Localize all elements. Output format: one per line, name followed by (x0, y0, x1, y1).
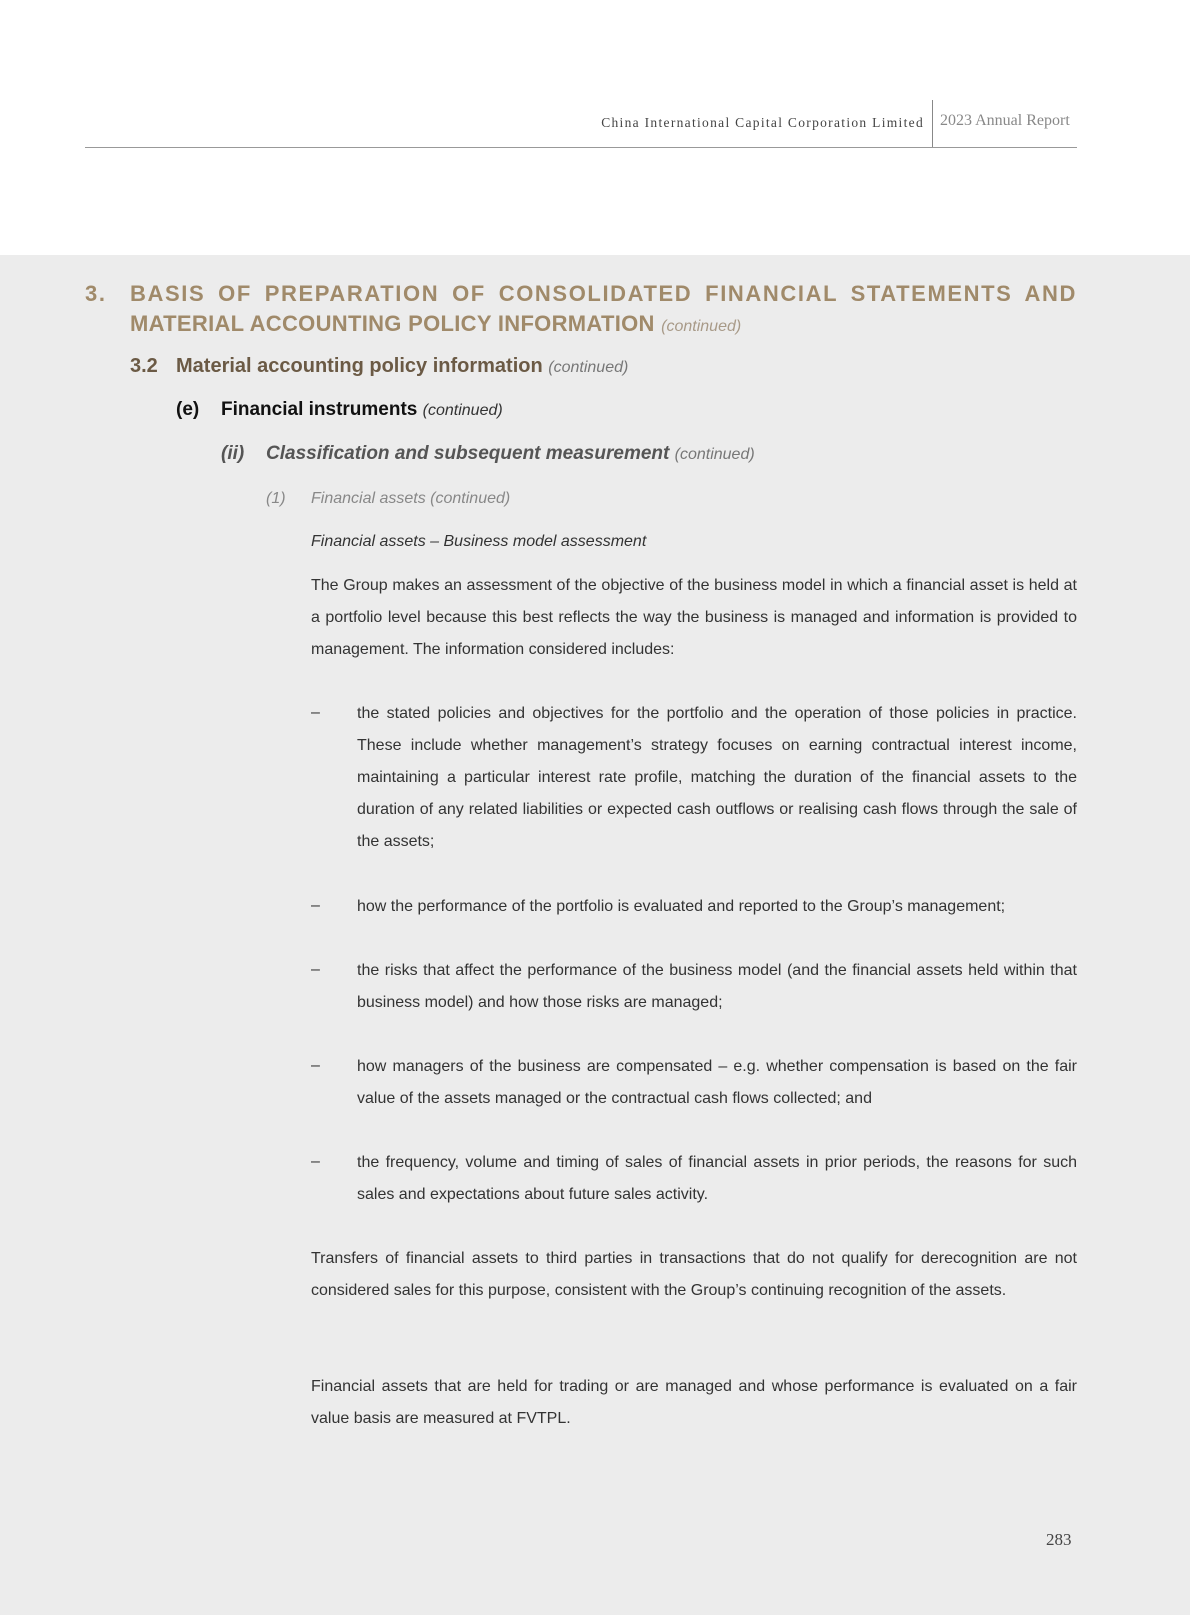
page-number: 283 (1046, 1530, 1072, 1549)
subitem-title (266, 443, 755, 465)
item-title-text: Financial instruments (221, 399, 418, 420)
bullet-marker: – (311, 961, 320, 978)
subsection-title-text: Material accounting policy information (176, 355, 543, 377)
bullet-text: the risks that affect the performance of the business model (and the financial assets held within that business model) and how those risks are managed; (357, 962, 1077, 1011)
header-divider (932, 100, 933, 147)
section-title-text: MATERIAL ACCOUNTING POLICY INFORMATION (130, 311, 655, 336)
item-number: (e) (176, 399, 200, 420)
subheading: Financial assets – Business model assessment (311, 533, 647, 550)
bullet-text: how the performance of the portfolio is evaluated and reported to the Group’s management; (357, 898, 1006, 915)
subitem-title-text: Classification and subsequent measurement (266, 443, 670, 464)
header-company: China International Capital Corporation Limited (601, 115, 924, 130)
subsection-title (176, 355, 628, 378)
bullet-marker: – (311, 704, 320, 721)
header-report-title: 2023 Annual Report (940, 112, 1070, 129)
header-rule (85, 147, 1077, 148)
subitem-number: (ii) (221, 443, 245, 464)
item-title (221, 399, 503, 421)
section-title-line1: BASIS OF PREPARATION OF CONSOLIDATED FINANCIAL STATEMENTS AND (130, 281, 1077, 306)
continued-label: (continued) (422, 402, 503, 419)
transfers-paragraph: Transfers of financial assets to third parties in transactions that do not qualify for derecognition are not considered sales for this purpose, consistent with the Group’s continuing recognition of the assets. (311, 1250, 1077, 1299)
bullet-text: the frequency, volume and timing of sales of financial assets in prior periods, the reasons for such sales and expectations about future sales activity. (357, 1154, 1077, 1203)
section-number: 3. (85, 281, 107, 306)
bullet-text: how managers of the business are compensated – e.g. whether compensation is based on the fair value of the assets managed or the contractual cash flows collected; and (357, 1058, 1077, 1107)
fvtpl-paragraph: Financial assets that are held for trading or are managed and whose performance is evaluated on a fair value basis are measured at FVTPL. (311, 1378, 1077, 1427)
bullet-marker: – (311, 1153, 320, 1170)
continued-label: (continued) (548, 359, 629, 376)
subsection-number: 3.2 (130, 355, 158, 377)
point-title: Financial assets (continued) (311, 490, 511, 507)
section-title-line2 (130, 309, 741, 342)
point-number: (1) (266, 490, 286, 507)
continued-label: (continued) (661, 318, 742, 335)
bullet-marker: – (311, 1057, 320, 1074)
continued-label: (continued) (674, 446, 755, 463)
intro-paragraph: The Group makes an assessment of the objective of the business model in which a financial asset is held at a portfolio level because this best reflects the way the business is managed and information is provided to management. The information considered includes: (311, 577, 1077, 658)
bullet-marker: – (311, 897, 320, 914)
bullet-text: the stated policies and objectives for the portfolio and the operation of those policies in practice. These include whether management’s strategy focuses on earning contractual interest income, maintaining a particular interest rate profile, matching the duration of the financial assets to the duration of any related liabilities or expected cash outflows or realising cash flows through the sale of the assets; (357, 705, 1077, 850)
